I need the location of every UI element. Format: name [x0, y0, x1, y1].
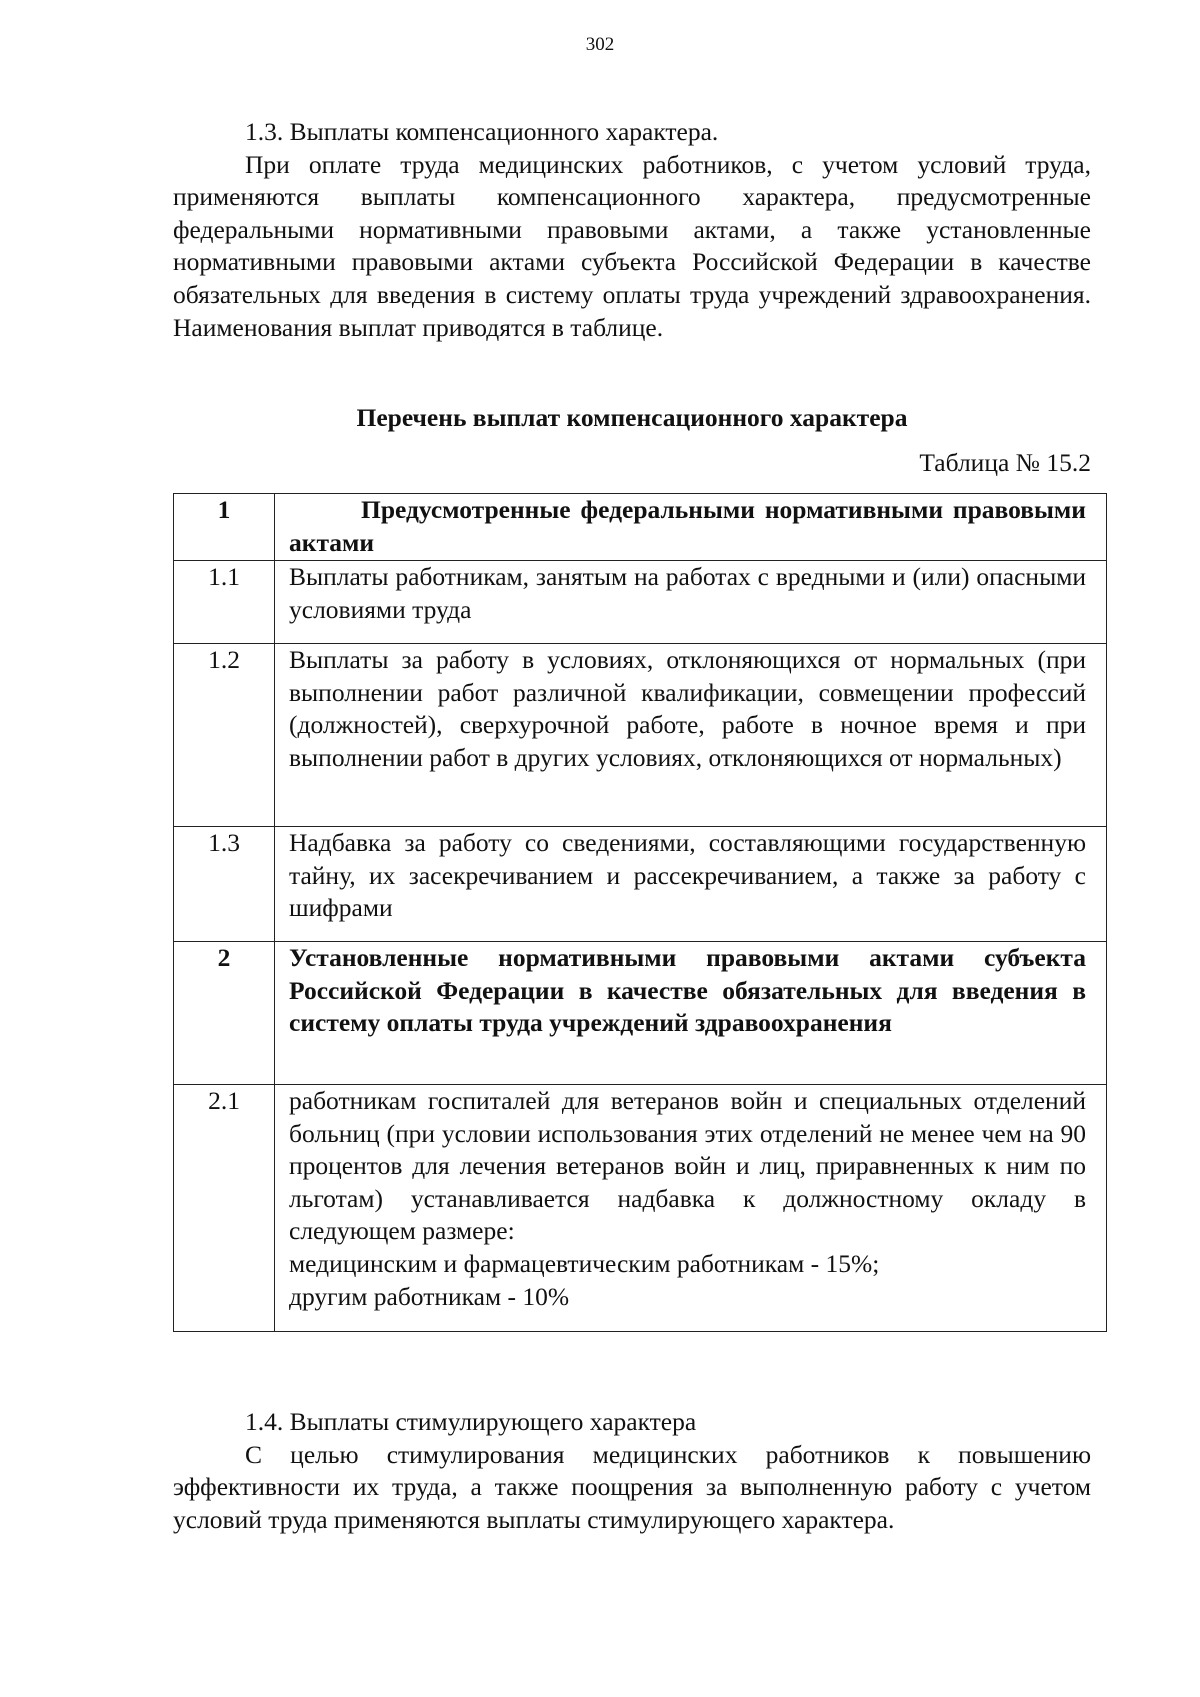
- table-row: [174, 644, 1107, 827]
- row-text-line-2: медицинским и фармацевтическим работникам - 15%;: [289, 1248, 880, 1278]
- row-number: 1: [174, 494, 275, 561]
- section-heading-1-3: 1.3. Выплаты компенсационного характера.: [245, 117, 719, 146]
- table-row: [174, 1085, 1107, 1332]
- row-text: Надбавка за работу со сведениями, составляющими государственную тайну, их засекречиванием и рассекречиванием, а также за работу с шифрами: [275, 827, 1107, 942]
- row-number: 1.1: [174, 561, 275, 644]
- row-text-main: работникам госпиталей для ветеранов войн и специальных отделений больниц (при условии использования этих отделений не менее чем на 90 процентов для лечения ветеранов войн и лиц, приравненных к ним по льготам) устанавливается надбавка к должностному окладу в следующем размере:: [289, 1086, 1086, 1246]
- row-text: Выплаты работникам, занятым на работах с вредными и (или) опасными условиями труда: [275, 561, 1107, 644]
- section-1-4: [173, 1406, 1091, 1536]
- table-caption: Таблица № 15.2: [919, 448, 1091, 477]
- compensation-table: [173, 493, 1107, 1332]
- row-text: [275, 494, 1107, 561]
- row-number: 1.3: [174, 827, 275, 942]
- table-row: [174, 494, 1107, 561]
- row-text: Выплаты за работу в условиях, отклоняющихся от нормальных (при выполнении работ различной квалификации, совмещении профессий (должностей), сверхурочной работе, работе в ночное время и при выполнении работ в других условиях, отклоняющихся от нормальных): [275, 644, 1107, 827]
- table-row: [174, 561, 1107, 644]
- row-number: 1.2: [174, 644, 275, 827]
- table-row: [174, 827, 1107, 942]
- row-text-content: Предусмотренные федеральными нормативными правовыми актами: [289, 495, 1086, 557]
- row-text: Установленные нормативными правовыми актами субъекта Российской Федерации в качестве обязательных для введения в систему оплаты труда учреждений здравоохранения: [275, 942, 1107, 1085]
- section-1-3: [173, 116, 1091, 344]
- section-paragraph-1-3: При оплате труда медицинских работников, с учетом условий труда, применяются выплаты компенсационного характера, предусмотренные федеральными нормативными правовыми актами, а также установленные нормативными правовыми актами субъекта Российской Федерации в качестве обязательных для введения в систему оплаты труда учреждений здравоохранения. Наименования выплат приводятся в таблице.: [173, 149, 1091, 342]
- table-title: Перечень выплат компенсационного характера: [356, 403, 908, 432]
- row-text-line-3: другим работникам - 10%: [289, 1281, 570, 1311]
- table-row: [174, 942, 1107, 1085]
- row-number: 2: [174, 942, 275, 1085]
- page-number: 302: [585, 34, 615, 55]
- section-paragraph-1-4: С целью стимулирования медицинских работников к повышению эффективности их труда, а также поощрения за выполненную работу с учетом условий труда применяются выплаты стимулирующего характера.: [173, 1439, 1091, 1534]
- row-text: [275, 1085, 1107, 1332]
- section-heading-1-4: 1.4. Выплаты стимулирующего характера: [245, 1407, 697, 1436]
- row-number: 2.1: [174, 1085, 275, 1332]
